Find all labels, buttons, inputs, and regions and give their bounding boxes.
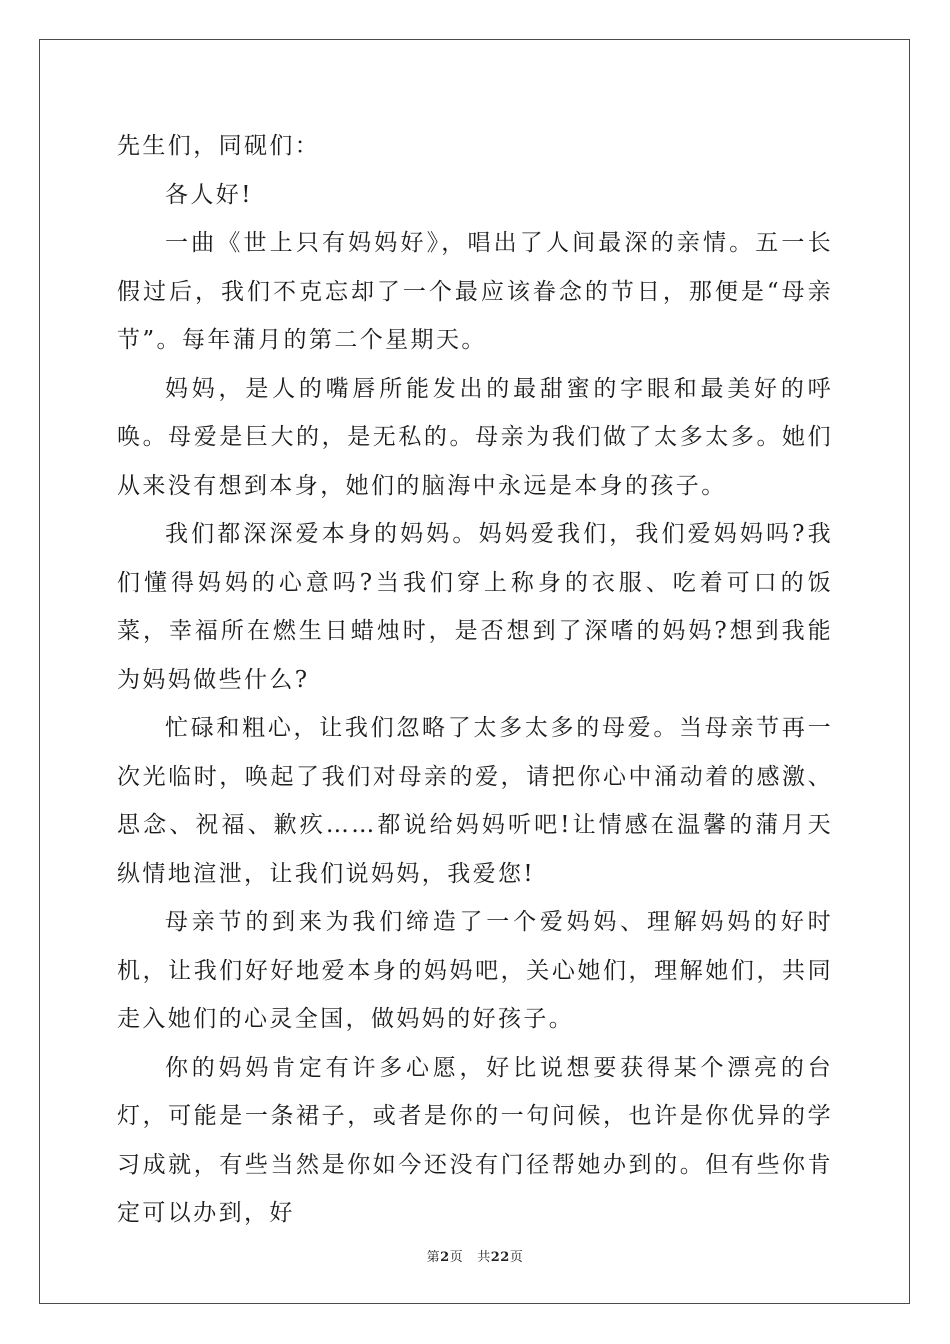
- page-footer: [0, 1246, 950, 1265]
- paragraph: 你的妈妈肯定有许多心愿，好比说想要获得某个漂亮的台灯，可能是一条裙子，或者是你的一句问候，也许是你优异的学习成就，有些当然是你如今还没有门径帮她办到的。但有些你肯定可以办到，好: [117, 1054, 833, 1226]
- total-prefix: 共: [477, 1250, 491, 1265]
- paragraph-greeting: 各人好!: [165, 181, 253, 208]
- total-pages: 22: [490, 1250, 510, 1265]
- paragraph: 忙碌和粗心，让我们忽略了太多太多的母爱。当母亲节再一次光临时，唤起了我们对母亲的爱，请把你心中涌动着的感激、思念、祝福、歉疚……都说给妈妈听吧!让情感在温馨的蒲月天纵情地渲泄，让我们说妈妈，我爱您!: [117, 715, 833, 887]
- total-suffix: 页: [509, 1250, 524, 1265]
- paragraph: 我们都深深爱本身的妈妈。妈妈爱我们，我们爱妈妈吗?我们懂得妈妈的心意吗?当我们穿上称身的衣服、吃着可口的饭菜，幸福所在燃生日蜡烛时，是否想到了深嗜的妈妈?想到我能为妈妈做些什么?: [117, 521, 833, 693]
- paragraph-salutation: 先生们，同砚们：: [117, 133, 321, 159]
- page-prefix: 第: [426, 1250, 441, 1265]
- paragraph: 母亲节的到来为我们缔造了一个爱妈妈、理解妈妈的好时机，让我们好好地爱本身的妈妈吧，关心她们，理解她们，共同走入她们的心灵全国，做妈妈的好孩子。: [117, 909, 833, 1032]
- paragraph: 妈妈，是人的嘴唇所能发出的最甜蜜的字眼和最美好的呼唤。母爱是巨大的，是无私的。母亲为我们做了太多太多。她们从来没有想到本身，她们的脑海中永远是本身的孩子。: [117, 375, 833, 499]
- page-number: 2: [440, 1250, 450, 1265]
- paragraph: 一曲《世上只有妈妈好》，唱出了人间最深的亲情。五一长假过后，我们不克忘却了一个最应该眷念的节日，那便是“母亲节”。每年蒲月的第二个星期天。: [117, 230, 833, 353]
- document-body: [117, 122, 833, 1238]
- page-suffix: 页: [449, 1250, 464, 1265]
